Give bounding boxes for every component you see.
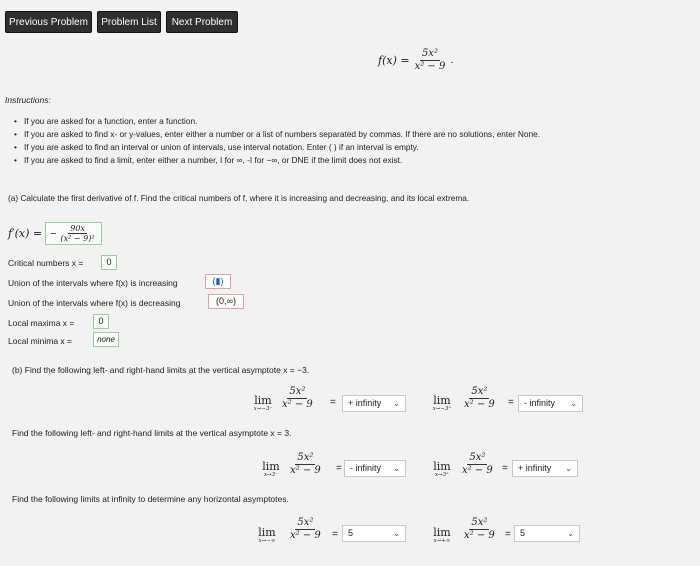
critical-numbers-label: Critical numbers x =: [8, 258, 84, 268]
increasing-input[interactable]: (▮): [205, 274, 231, 289]
function-definition: [378, 48, 453, 72]
function-fraction: [413, 48, 448, 72]
select-value: - infinity: [524, 398, 556, 408]
limit-answer-select-2[interactable]: [518, 395, 583, 412]
instruction-item: • If you are asked to find a limit, enter either a number, I for ∞, -I for −∞, or DNE if the limit does not exist.: [24, 155, 402, 165]
decreasing-label: Union of the intervals where f(x) is decreasing: [8, 298, 181, 308]
limit-fraction: [288, 452, 323, 476]
limit-expression: [430, 527, 454, 545]
part-a-prompt: (a) Calculate the first derivative of f. Find the critical numbers of f, where it is increasing and decreasing, and its local extrema.: [8, 193, 470, 203]
limit-denominator: x² − 9: [464, 529, 495, 541]
limit-answer-select-5[interactable]: [342, 525, 406, 542]
limit-expression: [261, 461, 281, 479]
lim-subscript: x→−∞: [258, 538, 276, 544]
limit-numerator: 5x²: [471, 386, 488, 397]
limit-denominator: x² − 9: [282, 398, 313, 410]
lim-text: lim: [433, 526, 451, 539]
limit-fraction: [460, 452, 495, 476]
limit-answer-select-4[interactable]: [512, 460, 578, 477]
limit-expression: [253, 395, 273, 413]
limit-numerator: 5x²: [297, 452, 314, 463]
derivative-lhs: f′(x) =: [8, 227, 43, 241]
chevron-down-icon: ⌄: [565, 464, 572, 473]
instruction-item: • If you are asked to find x- or y-values, enter either a number or a list of numbers separated by commas. If there are no solutions, enter None.: [24, 129, 540, 139]
equals-sign: =: [502, 463, 508, 474]
chevron-down-icon: ⌄: [567, 529, 574, 538]
limit-answer-select-3[interactable]: [344, 460, 406, 477]
part-b-prompt-2: Find the following left- and right-hand limits at the vertical asymptote x = 3.: [12, 428, 292, 438]
limit-fraction: [462, 517, 497, 541]
limit-answer-select-6[interactable]: [514, 525, 580, 542]
part-b-prompt-3: Find the following limits at infinity to determine any horizontal asymptotes.: [12, 494, 289, 504]
critical-numbers-input[interactable]: 0: [101, 255, 117, 270]
equals-sign: =: [505, 529, 511, 540]
local-minima-input[interactable]: none: [93, 332, 119, 347]
previous-problem-button[interactable]: Previous Problem: [5, 11, 92, 33]
function-period: .: [450, 54, 454, 66]
part-b-prompt: (b) Find the following left- and right-hand limits at the vertical asymptote x = −3.: [12, 365, 310, 375]
decreasing-input[interactable]: (0,∞): [208, 294, 244, 309]
function-lhs: f(x) =: [378, 53, 410, 67]
select-value: 5: [348, 528, 354, 538]
limit-expression: [431, 461, 453, 479]
lim-text: lim: [254, 394, 272, 407]
equals-sign: =: [336, 463, 342, 474]
local-minima-label: Local minima x =: [8, 336, 73, 346]
lim-text: lim: [433, 394, 451, 407]
chevron-down-icon: ⌄: [393, 529, 400, 538]
derivative-denominator: (x² − 9)²: [60, 234, 95, 244]
instructions-heading: Instructions:: [5, 95, 51, 105]
limit-numerator: 5x²: [471, 517, 488, 528]
derivative-expression: [8, 222, 102, 245]
lim-text: lim: [258, 526, 276, 539]
derivative-numerator: 90x: [70, 224, 85, 233]
limit-answer-select-1[interactable]: [342, 395, 406, 412]
equals-sign: =: [330, 397, 336, 408]
limit-fraction: [288, 517, 323, 541]
problem-list-button[interactable]: Problem List: [97, 11, 161, 33]
limit-denominator: x² − 9: [462, 464, 493, 476]
function-numerator: 5x²: [421, 48, 438, 59]
chevron-down-icon: ⌄: [393, 464, 400, 473]
lim-subscript: x→3⁻: [263, 472, 279, 478]
limit-denominator: x² − 9: [290, 529, 321, 541]
chevron-down-icon: ⌄: [570, 399, 577, 408]
limit-numerator: 5x²: [297, 517, 314, 528]
function-denominator: x² − 9: [414, 60, 446, 72]
lim-subscript: x→−3⁻: [253, 406, 273, 412]
lim-text: lim: [433, 460, 451, 473]
select-value: - infinity: [350, 463, 382, 473]
local-maxima-label: Local maxima x =: [8, 318, 75, 328]
lim-text: lim: [262, 460, 280, 473]
select-value: + infinity: [348, 398, 382, 408]
limit-fraction: [462, 386, 497, 410]
derivative-sign: −: [50, 227, 57, 240]
instruction-item: • If you are asked for a function, enter a function.: [24, 116, 197, 126]
derivative-answer-box[interactable]: [45, 222, 101, 245]
instruction-item: • If you are asked to find an interval or union of intervals, use interval notation. Enter ( ) if an interval is empty.: [24, 142, 419, 152]
select-value: 5: [520, 528, 526, 538]
lim-subscript: x→+∞: [433, 538, 451, 544]
limit-numerator: 5x²: [469, 452, 486, 463]
limit-numerator: 5x²: [289, 386, 306, 397]
increasing-label: Union of the intervals where f(x) is increasing: [8, 278, 178, 288]
limit-fraction: [280, 386, 315, 410]
limit-expression: [256, 527, 278, 545]
limit-expression: [430, 395, 454, 413]
equals-sign: =: [508, 397, 514, 408]
lim-subscript: x→3⁺: [434, 472, 450, 478]
chevron-down-icon: ⌄: [393, 399, 400, 408]
limit-denominator: x² − 9: [464, 398, 495, 410]
select-value: + infinity: [518, 463, 552, 473]
limit-denominator: x² − 9: [290, 464, 321, 476]
lim-subscript: x→−3⁺: [432, 406, 452, 412]
equals-sign: =: [332, 529, 338, 540]
local-maxima-input[interactable]: 0: [93, 314, 109, 329]
next-problem-button[interactable]: Next Problem: [166, 11, 238, 33]
